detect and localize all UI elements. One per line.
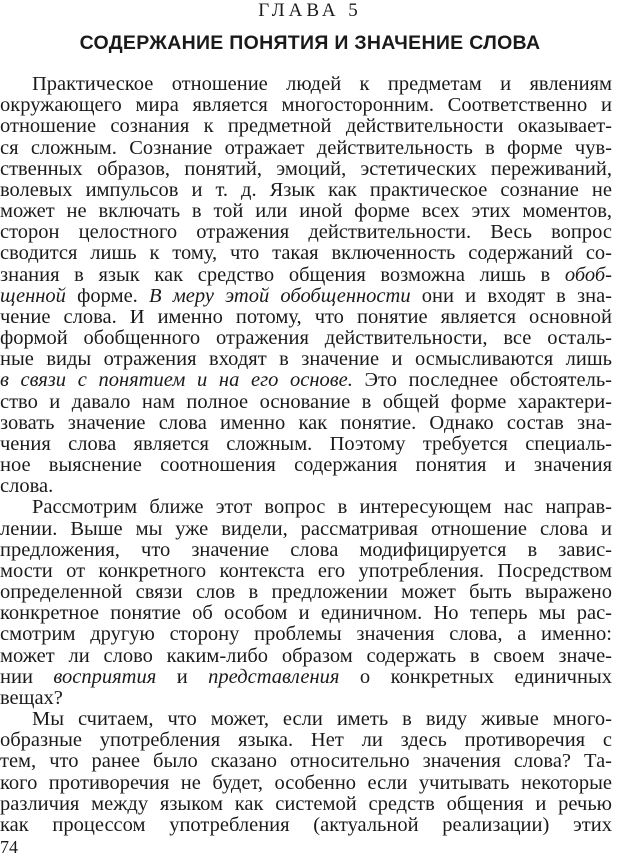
chapter-title: СОДЕРЖАНИЕ ПОНЯТИЯ И ЗНАЧЕНИЕ СЛОВА (79, 32, 541, 54)
text-line: тем, что ранее было сказано относительно значения слова? Та- (0, 750, 612, 773)
text-line: волевых импульсов и т. д. Язык как практическое сознание не (0, 178, 612, 201)
text-line: щенной форме. В меру этой обобщенности они и входят в зна- (0, 284, 613, 307)
text-line: образные употребления языка. Нет ли здесь противоречия с (0, 729, 612, 752)
text-line: Рассмотрим ближе этот вопрос в интересующем нас направ- (32, 496, 612, 519)
text-line: ся сложным. Сознание отражает действительность в форме чув- (0, 136, 612, 159)
text-line: окружающего мира является многосторонним. Соответственно и (0, 94, 612, 117)
text-line: сторон целостного отражения действительности. Весь вопрос (0, 221, 612, 244)
text-line: зовать значение слова именно как понятие. Однако состав зна- (0, 411, 612, 434)
text-line: ственных образов, понятий, эмоций, эстетических переживаний, (0, 157, 612, 180)
text-line: отношение сознания к предметной действительности оказывает- (0, 115, 612, 138)
text-line: вещах? (0, 686, 63, 709)
text-line: определенной связи слов в предложении может быть выражено (0, 581, 612, 604)
italic-text: обоб- (564, 263, 612, 286)
text-line: как процессом употребления (актуальной реализации) этих (0, 814, 612, 836)
text-line: чения слова является сложным. Поэтому требуется специаль- (0, 432, 612, 455)
text-line: смотрим другую сторону проблемы значения слова, а именно: (0, 623, 612, 646)
text-line: может ли слово каким-либо образом содержать в своем значе- (0, 644, 612, 667)
text-line: лении. Выше мы уже видели, рассматривая отношение слова и (0, 517, 612, 540)
text-line: предложения, что значение слова модифицируется в завис- (0, 538, 612, 561)
text-line: формой обобщенного отражения действительности, все осталь- (0, 327, 612, 350)
text-line: различия между языком как системой средств общения и речью (0, 792, 612, 815)
text-line: может не включать в той или иной форме всех этих моментов, (0, 200, 612, 223)
chapter-label: ГЛАВА 5 (258, 0, 362, 21)
text-line: чение слова. И именно потому, что понятие является основной (0, 305, 612, 328)
text-line: ство и давало нам полное основание в общей форме характери- (0, 390, 612, 413)
italic-text: щенной (0, 284, 66, 307)
italic-text: В меру этой обобщенности (149, 284, 411, 307)
italic-text: восприятия (53, 665, 157, 688)
text-line: ное выяснение соотношения содержания понятия и значения (0, 454, 612, 477)
text-line: Мы считаем, что может, если иметь в виду живые много- (32, 708, 612, 731)
text-line: кого противоречия не будет, особенно если учитывать некоторые (0, 771, 612, 794)
text-line: нии восприятия и представления о конкретных единичных (0, 665, 612, 688)
text-line: знания в язык как средство общения возможна лишь в обоб- (0, 263, 612, 286)
page-number: 74 (0, 837, 18, 858)
text-line: Практическое отношение людей к предметам и явлениям (32, 73, 612, 95)
italic-text: в связи с понятием и на его основе. (0, 369, 353, 392)
text-line: конкретное понятие об особом и единичном. Но теперь мы рас- (0, 602, 612, 625)
text-line: ные виды отражения входят в значение и осмысливаются лишь (0, 348, 612, 371)
italic-text: представления (208, 665, 340, 688)
text-line: в связи с понятием и на его основе. Это последнее обстоятель- (0, 369, 612, 392)
text-line: сводится лишь к тому, что такая включенность содержаний со- (0, 242, 612, 265)
text-line: слова. (0, 475, 54, 498)
text-line: мости от конкретного контекста его употребления. Посредством (0, 559, 612, 582)
